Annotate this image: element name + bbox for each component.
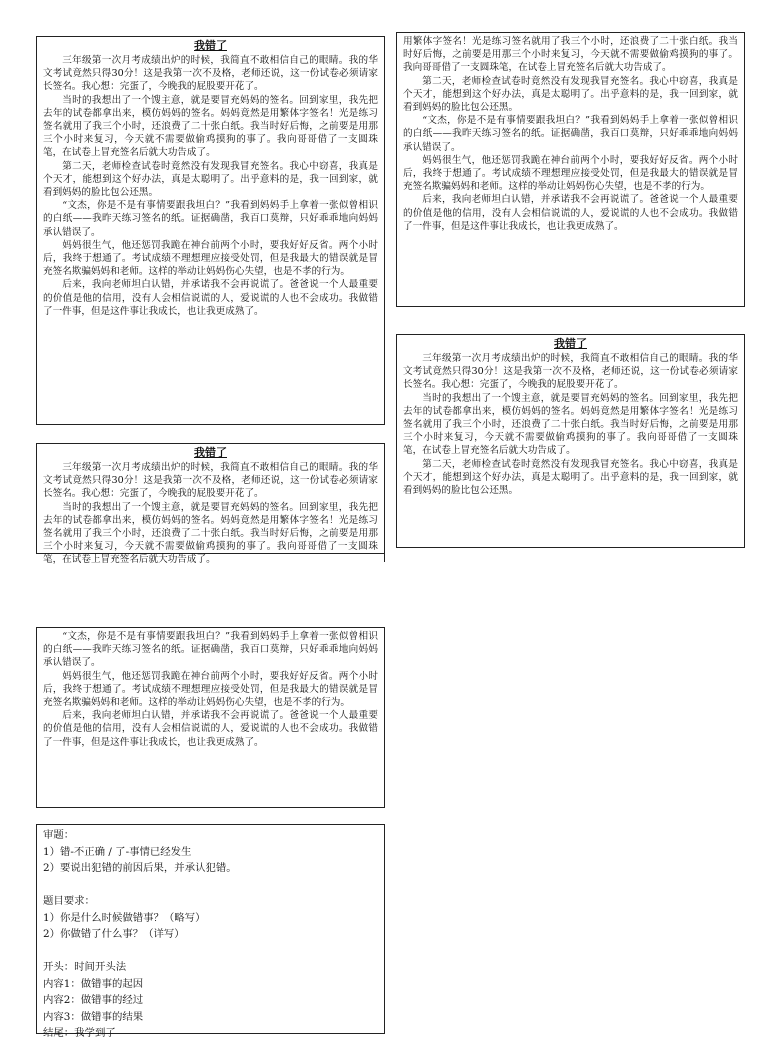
task-line-content-3: 内容3：做错事的结果 <box>43 1010 144 1023</box>
task-line: 1）错-不正确 / 了-事情已经发生 <box>43 845 192 858</box>
task-line-ending: 结尾：我学到了 <box>43 1027 116 1039</box>
essay-title: 我错了 <box>194 39 227 52</box>
task-line-content-1: 内容1：做错事的起因 <box>43 977 144 990</box>
essay-paragraph-3: 第二天，老师检查试卷时竟然没有发现我冒充签名。我心中窃喜，我真是个天才，能想到这个好办法，真是太聪明了。出乎意料的是，我一回到家，就看到妈妈的脸比包公还黑。 <box>403 458 738 497</box>
task-analysis-box <box>36 824 385 1039</box>
essay-paragraph-4: “文杰，你是不是有事情要跟我坦白？”我看到妈妈手上拿着一张似曾相识的白纸——我昨天练习签名的纸。证据确凿，我百口莫辩，只好乖乖地向妈妈承认错误了。 <box>43 631 378 669</box>
essay-paragraph-2-continued: 用繁体字签名！光是练习签名就用了我三个小时，还浪费了二十张白纸。我当时好后悔，之前要是用那三个小时来复习，今天就不需要做偷鸡摸狗的事了。我向哥哥借了一支圆珠笔，在试卷上冒充签名后就大功告成了。 <box>403 36 738 74</box>
essay-paragraph-3: 第二天，老师检查试卷时竟然没有发现我冒充签名。我心中窃喜，我真是个天才，能想到这个好办法，真是太聪明了。出乎意料的是，我一回到家，就看到妈妈的脸比包公还黑。 <box>403 75 738 114</box>
essay-paragraph-3: 第二天，老师检查试卷时竟然没有发现我冒充签名。我心中窃喜，我真是个天才，能想到这个好办法，真是太聪明了。出乎意料的是，我一回到家，就看到妈妈的脸比包公还黑。 <box>43 160 378 199</box>
essay-box-bottom-left <box>36 627 385 808</box>
task-heading-requirements: 题目要求： <box>43 895 95 907</box>
essay-title: 我错了 <box>194 446 227 459</box>
task-line-content-2: 内容2：做错事的经过 <box>43 994 144 1006</box>
task-line: 2）要说出犯错的前因后果，并承认犯错。 <box>43 862 237 874</box>
task-line: 2）你做错了什么事？（详写） <box>43 928 185 940</box>
page-divider-line <box>384 554 385 562</box>
essay-paragraph-4: “文杰，你是不是有事情要跟我坦白？”我看到妈妈手上拿着一张似曾相识的白纸——我昨天练习签名的纸。证据确凿，我百口莫辩，只好乖乖地向妈妈承认错误了。 <box>43 200 378 238</box>
essay-paragraph-2: 当时的我想出了一个馊主意，就是要冒充妈妈的签名。回到家里，我先把去年的试卷都拿出来，模仿妈妈的签名。妈妈竟然是用繁体字签名！光是练习签名就用了我三个小时，还浪费了二十张白纸。我当时好后悔，之前要是用那三个小时来复习，今天就不需要做偷鸡摸狗的事了。我向哥哥借了一支圆珠笔，在试卷上冒充签名后就大功告成了。 <box>43 501 378 566</box>
task-line: 1）你是什么时候做错事？（略写） <box>43 911 206 924</box>
task-heading-review: 审题： <box>43 829 75 841</box>
essay-paragraph-1: 三年级第一次月考成绩出炉的时候，我简直不敢相信自己的眼睛。我的华文考试竟然只得30分！这是我第一次不及格，老师还说，这一份试卷必须请家长签名。我心想：完蛋了，今晚我的屁股要开花了。 <box>43 462 378 500</box>
essay-paragraph-5: 妈妈很生气，他还惩罚我跪在神台前两个小时，要我好好反省。两个小时后，我终于想通了。考试成绩不理想理应接受处罚，但是我最大的错误就是冒充签名欺骗妈妈和老师。这样的举动让妈妈伤心失望，也是不孝的行为。 <box>43 239 378 278</box>
essay-paragraph-2: 当时的我想出了一个馊主意，就是要冒充妈妈的签名。回到家里，我先把去年的试卷都拿出来，模仿妈妈的签名。妈妈竟然是用繁体字签名！光是练习签名就用了我三个小时，还浪费了二十张白纸。我当时好后悔，之前要是用那三个小时来复习，今天就不需要做偷鸡摸狗的事了。我向哥哥借了一支圆珠笔，在试卷上冒充签名后就大功告成了。 <box>43 94 378 159</box>
essay-paragraph-5: 妈妈很生气，他还惩罚我跪在神台前两个小时，要我好好反省。两个小时后，我终于想通了。考试成绩不理想理应接受处罚，但是我最大的错误就是冒充签名欺骗妈妈和老师。这样的举动让妈妈伤心失望，也是不孝的行为。 <box>43 670 378 709</box>
essay-box-top-right <box>396 32 745 307</box>
essay-paragraph-5: 妈妈很生气，他还惩罚我跪在神台前两个小时，要我好好反省。两个小时后，我终于想通了。考试成绩不理想理应接受处罚，但是我最大的错误就是冒充签名欺骗妈妈和老师。这样的举动让妈妈伤心失望，也是不孝的行为。 <box>403 154 738 193</box>
essay-paragraph-2: 当时的我想出了一个馊主意，就是要冒充妈妈的签名。回到家里，我先把去年的试卷都拿出来，模仿妈妈的签名。妈妈竟然是用繁体字签名！光是练习签名就用了我三个小时，还浪费了二十张白纸。我当时好后悔，之前要是用那三个小时来复习，今天就不需要做偷鸡摸狗的事了。我向哥哥借了一支圆珠笔，在试卷上冒充签名后就大功告成了。 <box>403 392 738 457</box>
essay-paragraph-4: “文杰，你是不是有事情要跟我坦白？”我看到妈妈手上拿着一张似曾相识的白纸——我昨天练习签名的纸。证据确凿，我百口莫辩，只好乖乖地向妈妈承认错误了。 <box>403 115 738 153</box>
essay-box-top-left <box>36 36 385 425</box>
essay-box-middle-left <box>36 443 385 566</box>
essay-box-middle-right <box>396 334 745 548</box>
task-line-opening: 开头：时间开头法 <box>43 961 127 973</box>
essay-paragraph-1: 三年级第一次月考成绩出炉的时候，我简直不敢相信自己的眼睛。我的华文考试竟然只得30分！这是我第一次不及格，老师还说，这一份试卷必须请家长签名。我心想：完蛋了，今晚我的屁股要开花了。 <box>43 55 378 93</box>
essay-paragraph-6: 后来，我向老师坦白认错，并承诺我不会再说谎了。爸爸说一个人最重要的价值是他的信用，没有人会相信说谎的人，爱说谎的人也不会成功。我做错了一件事，但是这件事让我成长，也让我更成熟了。 <box>43 279 378 317</box>
essay-title: 我错了 <box>554 337 587 350</box>
essay-paragraph-6: 后来，我向老师坦白认错，并承诺我不会再说谎了。爸爸说一个人最重要的价值是他的信用，没有人会相信说谎的人，爱说谎的人也不会成功。我做错了一件事，但是这件事让我成长，也让我更成熟了。 <box>403 194 738 232</box>
essay-paragraph-6: 后来，我向老师坦白认错，并承诺我不会再说谎了。爸爸说一个人最重要的价值是他的信用，没有人会相信说谎的人，爱说谎的人也不会成功。我做错了一件事，但是这件事让我成长，也让我更成熟了。 <box>43 710 378 748</box>
essay-paragraph-1: 三年级第一次月考成绩出炉的时候，我简直不敢相信自己的眼睛。我的华文考试竟然只得30分！这是我第一次不及格，老师还说，这一份试卷必须请家长签名。我心想：完蛋了，今晚我的屁股要开花了。 <box>403 353 738 391</box>
